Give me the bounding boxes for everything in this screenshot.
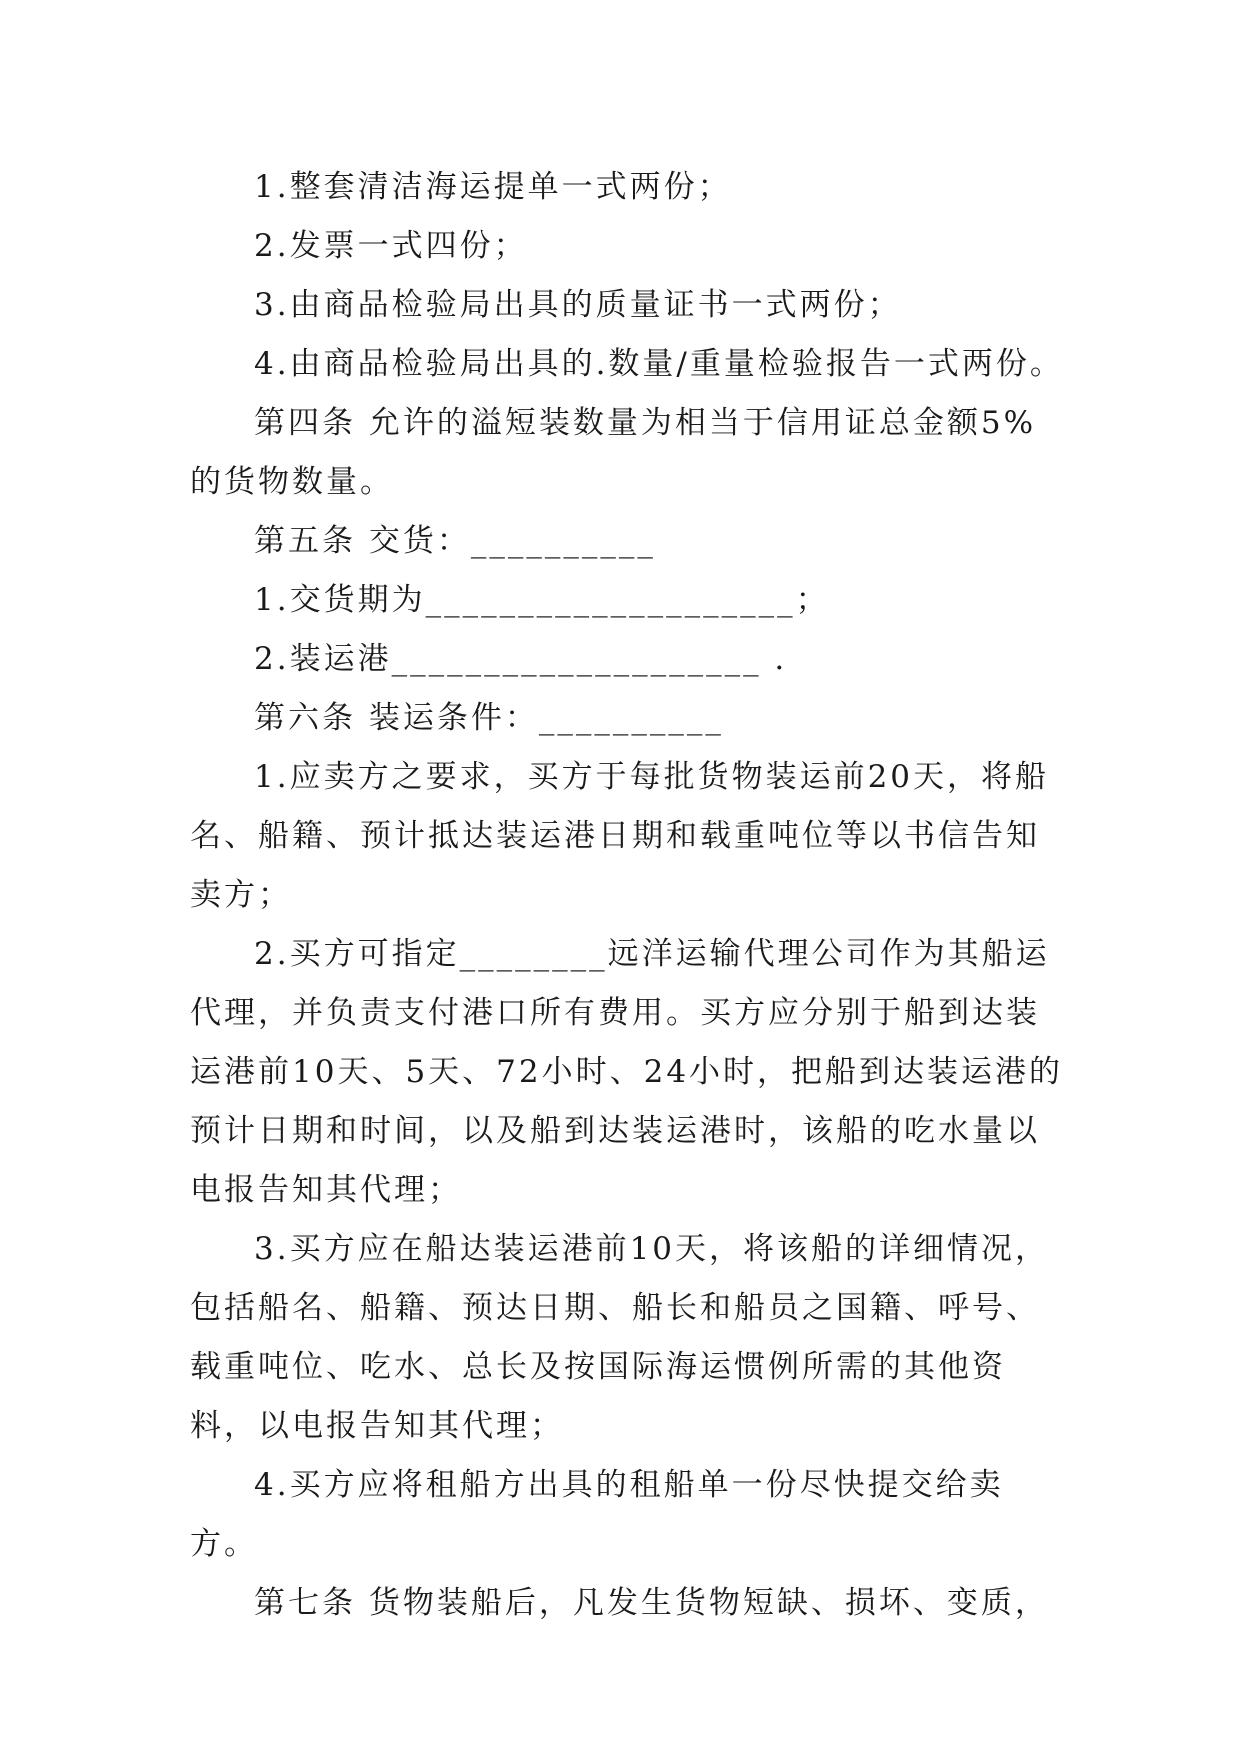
- paragraph-item-3: 3.由商品检验局出具的质量证书一式两份；: [254, 287, 902, 323]
- paragraph-item-1: 1.整套清洁海运提单一式两份；: [254, 169, 732, 205]
- loading-port: 2.装运港____________________ .: [254, 641, 788, 677]
- paragraph-item-4: 4.由商品检验局出具的.数量/重量检验报告一式两份。: [254, 346, 1064, 382]
- shipping-condition-3: 3.买方应在船达装运港前10天，将该船的详细情况，包括船名、船籍、预达日期、船长和船员之国籍、呼号、载重吨位、吃水、总长及按国际海运惯例所需的其他资料，以电报告知其代理；: [190, 1231, 1050, 1444]
- article-6-heading: 第六条 装运条件：__________: [254, 700, 724, 736]
- article-4: 第四条 允许的溢短装数量为相当于信用证总金额5%的货物数量。: [190, 405, 1037, 500]
- shipping-condition-2: 2.买方可指定________远洋运输代理公司作为其船运代理，并负责支付港口所有费用。买方应分别于船到达装运港前10天、5天、72小时、24小时，把船到达装运港的预计日期和时间，以及船到达装运港时，该船的吃水量以电报告知其代理；: [190, 936, 1064, 1208]
- shipping-condition-4: 4.买方应将租船方出具的租船单一份尽快提交给卖方。: [190, 1467, 1004, 1562]
- delivery-period: 1.交货期为____________________；: [254, 582, 830, 618]
- paragraph-item-2: 2.发票一式四份；: [254, 228, 528, 264]
- document-body: [190, 158, 1070, 1633]
- article-5-heading: 第五条 交货：__________: [254, 523, 656, 559]
- shipping-condition-1: 1.应卖方之要求，买方于每批货物装运前20天，将船名、船籍、预计抵达装运港日期和载重吨位等以书信告知卖方；: [190, 759, 1050, 913]
- article-7: 第七条 货物装船后，凡发生货物短缺、损坏、变质，: [254, 1585, 1049, 1621]
